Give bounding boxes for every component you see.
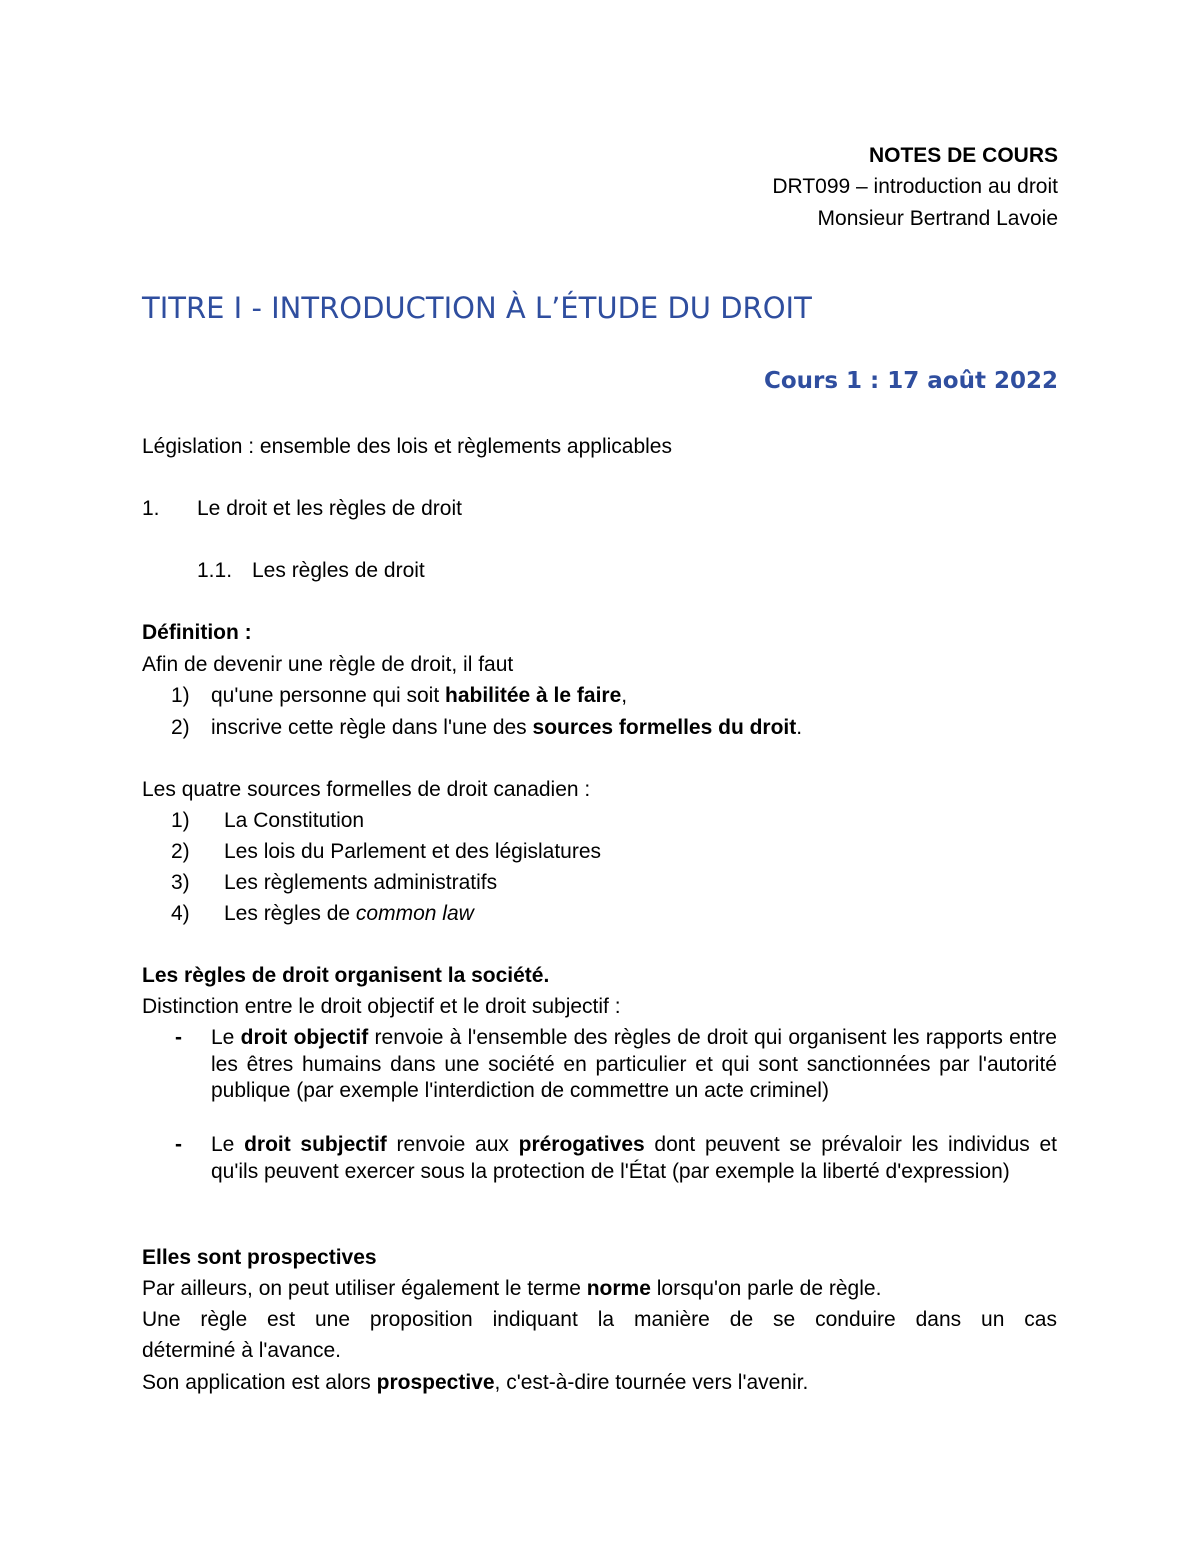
organisent-heading: Les règles de droit organisent la société.	[142, 964, 550, 987]
source-item-text: Les lois du Parlement et des législatures	[224, 840, 602, 863]
bullet-bold-term: droit objectif	[240, 1026, 369, 1049]
definition-item-text: qu'une personne qui soit	[211, 684, 446, 707]
bullet-dash: -	[175, 1026, 182, 1049]
source-item-number: 4)	[171, 902, 190, 925]
paragraph-text: , c'est-à-dire tournée vers l'avenir.	[494, 1371, 809, 1394]
definition-item	[211, 713, 802, 743]
paragraph-text: Par ailleurs, on peut utiliser également le terme	[142, 1277, 587, 1300]
paragraph-text: lorsqu'on parle de règle.	[650, 1277, 882, 1300]
organisent-intro: Distinction entre le droit objectif et le droit subjectif :	[142, 995, 621, 1018]
source-item-text: La Constitution	[224, 809, 365, 832]
definition-item-punct: ,	[621, 684, 628, 707]
bullet-bold-term: prérogatives	[518, 1133, 645, 1156]
bullet-text: dont peuvent se prévaloir les individus et qu'ils peuvent exercer sous la protection de l'État (par exemple la liberté d'expression)	[211, 1133, 1057, 1183]
prospectives-norme-paragraph	[142, 1274, 881, 1304]
source-item-text: Les règles de	[224, 902, 356, 925]
source-item	[224, 837, 601, 867]
bullet-text: Le	[211, 1133, 245, 1156]
definition-item-punct: .	[796, 716, 803, 739]
paragraph-bold-term: prospective	[376, 1371, 495, 1394]
legislation-definition: Législation : ensemble des lois et règlements applicables	[142, 435, 672, 458]
source-item-number: 3)	[171, 871, 190, 894]
section-1-heading: Le droit et les règles de droit	[197, 497, 462, 520]
professor-name: Monsieur Bertrand Lavoie	[817, 207, 1058, 230]
course-code: DRT099 – introduction au droit	[772, 175, 1058, 198]
page-title: TITRE I - INTRODUCTION À L’ÉTUDE DU DROIT	[142, 291, 812, 325]
definition-item-number: 2)	[171, 716, 190, 739]
bullet-text: Le	[211, 1026, 241, 1049]
source-item-number: 1)	[171, 809, 190, 832]
section-1-number: 1.	[142, 497, 160, 520]
bullet-text: renvoie aux	[386, 1133, 519, 1156]
section-1-1-heading: Les règles de droit	[252, 559, 425, 582]
bullet-bold-term: droit subjectif	[244, 1133, 387, 1156]
definition-item-bold: habilitée à le faire	[445, 684, 622, 707]
paragraph-bold-term: norme	[586, 1277, 651, 1300]
prospectives-regle-line-2: déterminé à l'avance.	[142, 1339, 341, 1362]
bullet-paragraph-droit-subjectif	[211, 1132, 1057, 1185]
definition-item	[211, 681, 627, 711]
prospectives-application-paragraph	[142, 1368, 808, 1398]
definition-item-bold: sources formelles du droit	[532, 716, 797, 739]
source-item	[224, 806, 364, 836]
source-item	[224, 868, 497, 898]
definition-item-text: inscrive cette règle dans l'une des	[211, 716, 533, 739]
definition-heading: Définition :	[142, 621, 252, 644]
paragraph-text: Son application est alors	[142, 1371, 377, 1394]
definition-item-number: 1)	[171, 684, 190, 707]
prospectives-regle-line-1: Une règle est une proposition indiquant la manière de se conduire dans un cas	[142, 1308, 1057, 1331]
source-item-italic: common law	[355, 902, 474, 925]
prospectives-heading: Elles sont prospectives	[142, 1246, 377, 1269]
bullet-dash: -	[175, 1133, 182, 1156]
source-item-text: Les règlements administratifs	[224, 871, 498, 894]
definition-intro: Afin de devenir une règle de droit, il faut	[142, 653, 514, 676]
section-1-1-number: 1.1.	[197, 559, 233, 582]
source-item-number: 2)	[171, 840, 190, 863]
source-item	[224, 899, 474, 929]
sources-intro: Les quatre sources formelles de droit canadien :	[142, 778, 591, 801]
course-date-heading: Cours 1 : 17 août 2022	[763, 368, 1058, 394]
bullet-paragraph-droit-objectif	[211, 1025, 1057, 1105]
bullet-text: renvoie à l'ensemble des règles de droit qui organisent les rapports entre les êtres humains dans une société en particulier et qui sont sanctionnées par l'autorité publique (par exemple l'interdiction de commettre un acte criminel)	[211, 1026, 1057, 1102]
notes-label: NOTES DE COURS	[868, 144, 1058, 167]
